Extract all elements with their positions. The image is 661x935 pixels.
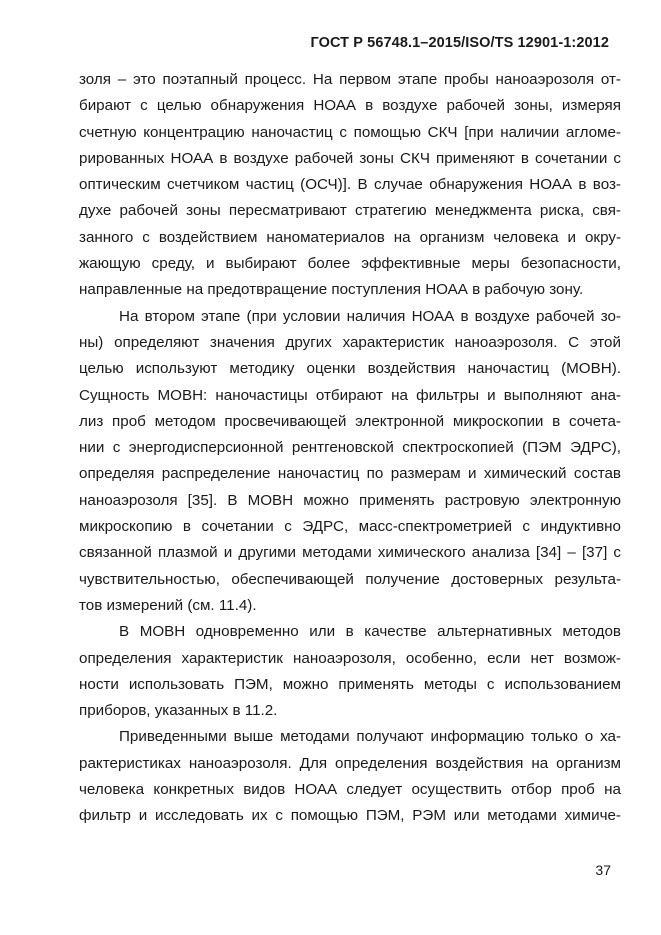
text-line: целью используют методику оценки воздействия наночастиц (МОВН). [79,360,621,378]
text-line: рированных НОАА в воздухе рабочей зоны СКЧ применяют в сочетании с [79,149,621,167]
text-line: направленные на предотвращение поступления НОАА в рабочую зону. [79,281,584,299]
text-line: ности использовать ПЭМ, можно применять методы с использованием [79,675,621,693]
body-text [79,67,621,830]
text-line: жающую среду, и выбирают более эффективные меры безопасности, [79,255,621,273]
text-line: бирают с целью обнаружения НОАА в воздухе рабочей зоны, измеряя [79,97,621,115]
page-number: 37 [595,862,611,878]
text-line: чувствительностью, обеспечивающей получение достоверных результа- [79,570,621,588]
text-line: определения характеристик наноаэрозоля, особенно, если нет возмож- [79,649,621,667]
text-line: Приведенными выше методами получают информацию только о ха- [119,728,621,746]
text-line: Сущность МОВН: наночастицы отбирают на фильтры и выполняют ана- [79,386,621,404]
text-line: лиз проб методом просвечивающей электронной микроскопии в сочета- [79,412,621,430]
text-line: приборов, указанных в 11.2. [79,702,278,720]
text-line: наноаэрозоля [35]. В МОВН можно применять растровую электронную [79,491,621,509]
paragraph [79,67,621,304]
text-line: нии с энергодисперсионной рентгеновской спектроскопией (ПЭМ ЭДРС), [79,439,621,457]
text-line: тов измерений (см. 11.4). [79,596,257,614]
paragraph [79,619,621,724]
paragraph [79,304,621,620]
text-line: В МОВН одновременно или в качестве альтернативных методов [119,623,621,641]
text-line: оптическим счетчиком частиц (ОСЧ)]. В случае обнаружения НОАА в воз- [79,176,621,194]
text-line: рактеристиках наноаэрозоля. Для определения воздействия на организм [79,754,621,772]
text-line: связанной плазмой и другими методами химического анализа [34] – [37] с [79,544,621,562]
standard-designation: ГОСТ Р 56748.1–2015/ISO/TS 12901-1:2012 [310,35,609,51]
paragraph [79,724,621,829]
text-line: счетную концентрацию наночастиц с помощью СКЧ [при наличии агломе- [79,123,621,141]
text-line: микроскопию в сочетании с ЭДРС, масс-спектрометрией с индуктивно [79,518,621,536]
text-line: человека конкретных видов НОАА следует осуществить отбор проб на [79,781,621,799]
text-line: духе рабочей зоны пересматривают стратегию менеджмента риска, свя- [79,202,621,220]
text-line: На втором этапе (при условии наличия НОАА в воздухе рабочей зо- [119,307,621,325]
text-line: занного с воздействием наноматериалов на организм человека и окру- [79,228,621,246]
text-line: ны) определяют значения других характеристик наноаэрозоля. С этой [79,333,621,351]
text-line: определяя распределение наночастиц по размерам и химический состав [79,465,621,483]
text-line: фильтр и исследовать их с помощью ПЭМ, РЭМ или методами химиче- [79,807,621,825]
text-line: золя – это поэтапный процесс. На первом этапе пробы наноаэрозоля от- [79,71,621,88]
